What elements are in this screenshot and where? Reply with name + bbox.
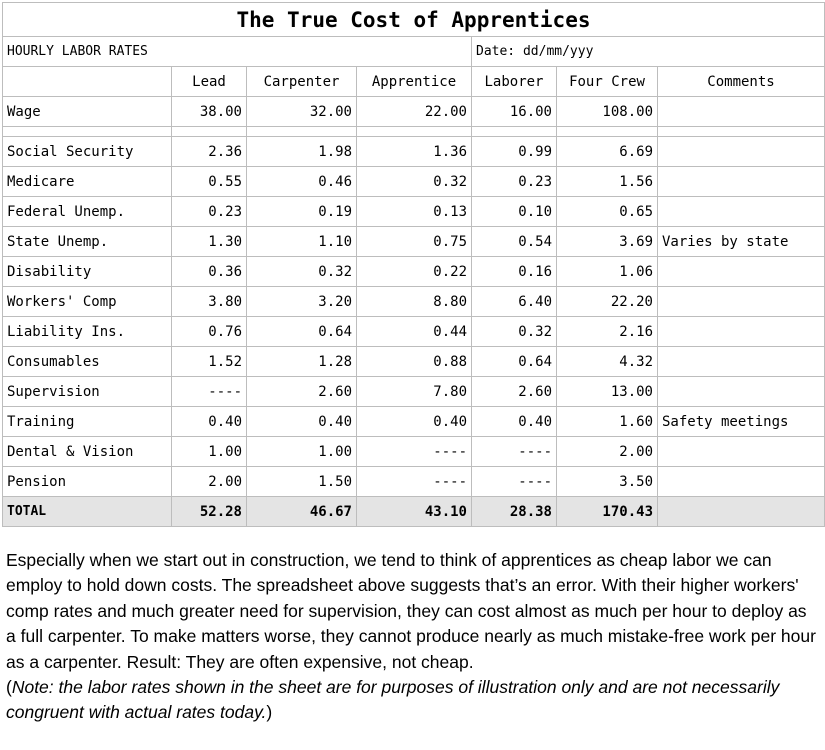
cost-cell-laborer: 0.54 <box>472 227 557 257</box>
cost-cell-four-crew: 1.56 <box>557 167 658 197</box>
cost-row-label: Supervision <box>3 377 172 407</box>
cost-cell-lead: 0.40 <box>172 407 247 437</box>
cost-row <box>3 377 825 407</box>
explanation-text: Especially when we start out in construction, we tend to think of apprentices as cheap labor we can employ to hold down costs. The spreadsheet above suggests that’s an error. With their higher workers' comp rates and much greater need for supervision, they can cost almost as much per hour to deploy as a full carpenter. To make matters worse, they cannot produce nearly as much mistake-free work per hour as a carpenter. Result: They are often expensive, not cheap. <box>6 550 816 672</box>
section-row <box>3 37 825 67</box>
cost-row <box>3 317 825 347</box>
total-row <box>3 497 825 527</box>
disclaimer-text: Note: the labor rates shown in the sheet are for purposes of illustration only and are not necessarily congruent with actual rates today. <box>6 677 780 723</box>
cost-row-label: Federal Unemp. <box>3 197 172 227</box>
cost-row-comment <box>658 137 825 167</box>
cost-cell-laborer: 2.60 <box>472 377 557 407</box>
cost-cell-laborer: 6.40 <box>472 287 557 317</box>
cost-row <box>3 287 825 317</box>
wage-laborer: 16.00 <box>472 97 557 127</box>
cost-cell-apprentice: 0.44 <box>357 317 472 347</box>
labor-rates-sheet <box>2 2 825 527</box>
cost-row-label: Dental & Vision <box>3 437 172 467</box>
cost-cell-laborer: 0.99 <box>472 137 557 167</box>
cost-row-comment <box>658 287 825 317</box>
cost-cell-apprentice: 0.88 <box>357 347 472 377</box>
cost-cell-lead: ---- <box>172 377 247 407</box>
cost-cell-four-crew: 3.69 <box>557 227 658 257</box>
cost-row-comment <box>658 467 825 497</box>
total-carpenter: 46.67 <box>247 497 357 527</box>
spacer-cell <box>357 127 472 137</box>
cost-cell-four-crew: 3.50 <box>557 467 658 497</box>
cost-cell-four-crew: 22.20 <box>557 287 658 317</box>
cost-row <box>3 437 825 467</box>
cost-row <box>3 137 825 167</box>
cost-cell-apprentice: 0.13 <box>357 197 472 227</box>
header-blank-cell <box>3 67 172 97</box>
cost-cell-carpenter: 1.28 <box>247 347 357 377</box>
total-comment <box>658 497 825 527</box>
cost-cell-four-crew: 2.00 <box>557 437 658 467</box>
cost-row <box>3 197 825 227</box>
total-lead: 52.28 <box>172 497 247 527</box>
cost-row-label: Disability <box>3 257 172 287</box>
total-apprentice: 43.10 <box>357 497 472 527</box>
wage-apprentice: 22.00 <box>357 97 472 127</box>
wage-carpenter: 32.00 <box>247 97 357 127</box>
cost-cell-laborer: ---- <box>472 467 557 497</box>
cost-cell-apprentice: 1.36 <box>357 137 472 167</box>
cost-cell-lead: 3.80 <box>172 287 247 317</box>
cost-cell-lead: 0.76 <box>172 317 247 347</box>
spacer-cell <box>557 127 658 137</box>
cost-cell-four-crew: 0.65 <box>557 197 658 227</box>
cost-row <box>3 407 825 437</box>
cost-row-comment <box>658 197 825 227</box>
cost-cell-lead: 0.55 <box>172 167 247 197</box>
title-row <box>3 3 825 37</box>
cost-cell-lead: 2.00 <box>172 467 247 497</box>
cost-cell-carpenter: 0.19 <box>247 197 357 227</box>
cost-row-comment <box>658 437 825 467</box>
cost-cell-carpenter: 0.40 <box>247 407 357 437</box>
cost-cell-lead: 0.36 <box>172 257 247 287</box>
cost-row <box>3 347 825 377</box>
cost-cell-carpenter: 1.98 <box>247 137 357 167</box>
total-laborer: 28.38 <box>472 497 557 527</box>
cost-cell-four-crew: 13.00 <box>557 377 658 407</box>
wage-comment <box>658 97 825 127</box>
cost-cell-apprentice: ---- <box>357 437 472 467</box>
cost-cell-apprentice: 0.40 <box>357 407 472 437</box>
cost-row-label: State Unemp. <box>3 227 172 257</box>
cost-cell-apprentice: 8.80 <box>357 287 472 317</box>
cost-cell-laborer: 0.16 <box>472 257 557 287</box>
spacer-cell <box>172 127 247 137</box>
col-header-four-crew: Four Crew <box>557 67 658 97</box>
cost-row-comment: Varies by state <box>658 227 825 257</box>
cost-cell-laborer: 0.32 <box>472 317 557 347</box>
explanation-paragraph <box>6 548 821 726</box>
spacer-cell <box>3 127 172 137</box>
wage-row <box>3 97 825 127</box>
cost-cell-laborer: 0.10 <box>472 197 557 227</box>
cost-cell-carpenter: 0.32 <box>247 257 357 287</box>
cost-cell-apprentice: ---- <box>357 467 472 497</box>
cost-cell-apprentice: 0.75 <box>357 227 472 257</box>
cost-row-comment <box>658 257 825 287</box>
cost-cell-apprentice: 0.32 <box>357 167 472 197</box>
cost-cell-four-crew: 1.06 <box>557 257 658 287</box>
wage-label: Wage <box>3 97 172 127</box>
wage-lead: 38.00 <box>172 97 247 127</box>
cost-cell-lead: 1.00 <box>172 437 247 467</box>
cost-row-label: Liability Ins. <box>3 317 172 347</box>
cost-row-label: Workers' Comp <box>3 287 172 317</box>
cost-row <box>3 257 825 287</box>
cost-cell-carpenter: 1.10 <box>247 227 357 257</box>
cost-row-comment: Safety meetings <box>658 407 825 437</box>
cost-cell-carpenter: 2.60 <box>247 377 357 407</box>
cost-cell-apprentice: 7.80 <box>357 377 472 407</box>
cost-cell-apprentice: 0.22 <box>357 257 472 287</box>
sheet-title: The True Cost of Apprentices <box>3 3 825 37</box>
cost-row-label: Consumables <box>3 347 172 377</box>
disclaimer-close: ) <box>266 702 273 723</box>
date-label: Date: dd/mm/yyy <box>472 37 825 67</box>
cost-row <box>3 167 825 197</box>
wage-four-crew: 108.00 <box>557 97 658 127</box>
col-header-comments: Comments <box>658 67 825 97</box>
cost-row-label: Medicare <box>3 167 172 197</box>
cost-cell-carpenter: 0.46 <box>247 167 357 197</box>
cost-cell-laborer: 0.64 <box>472 347 557 377</box>
section-label: HOURLY LABOR RATES <box>3 37 472 67</box>
cost-cell-four-crew: 6.69 <box>557 137 658 167</box>
column-header-row <box>3 67 825 97</box>
cost-cell-laborer: ---- <box>472 437 557 467</box>
cost-row-label: Social Security <box>3 137 172 167</box>
cost-row <box>3 467 825 497</box>
cost-cell-lead: 0.23 <box>172 197 247 227</box>
cost-row-comment <box>658 167 825 197</box>
col-header-lead: Lead <box>172 67 247 97</box>
spacer-cell <box>658 127 825 137</box>
cost-row-comment <box>658 377 825 407</box>
total-label: TOTAL <box>3 497 172 527</box>
cost-cell-carpenter: 3.20 <box>247 287 357 317</box>
cost-row-label: Pension <box>3 467 172 497</box>
cost-cell-carpenter: 1.00 <box>247 437 357 467</box>
disclaimer-open: ( <box>6 677 12 698</box>
spacer-cell <box>472 127 557 137</box>
spacer-row <box>3 127 825 137</box>
cost-cell-lead: 2.36 <box>172 137 247 167</box>
cost-cell-carpenter: 0.64 <box>247 317 357 347</box>
cost-row-label: Training <box>3 407 172 437</box>
cost-row-comment <box>658 317 825 347</box>
cost-cell-carpenter: 1.50 <box>247 467 357 497</box>
cost-cell-four-crew: 1.60 <box>557 407 658 437</box>
cost-cell-laborer: 0.23 <box>472 167 557 197</box>
cost-cell-four-crew: 2.16 <box>557 317 658 347</box>
total-four-crew: 170.43 <box>557 497 658 527</box>
cost-cell-lead: 1.52 <box>172 347 247 377</box>
col-header-laborer: Laborer <box>472 67 557 97</box>
cost-cell-laborer: 0.40 <box>472 407 557 437</box>
cost-row-comment <box>658 347 825 377</box>
cost-cell-lead: 1.30 <box>172 227 247 257</box>
col-header-apprentice: Apprentice <box>357 67 472 97</box>
cost-row <box>3 227 825 257</box>
spacer-cell <box>247 127 357 137</box>
col-header-carpenter: Carpenter <box>247 67 357 97</box>
cost-cell-four-crew: 4.32 <box>557 347 658 377</box>
